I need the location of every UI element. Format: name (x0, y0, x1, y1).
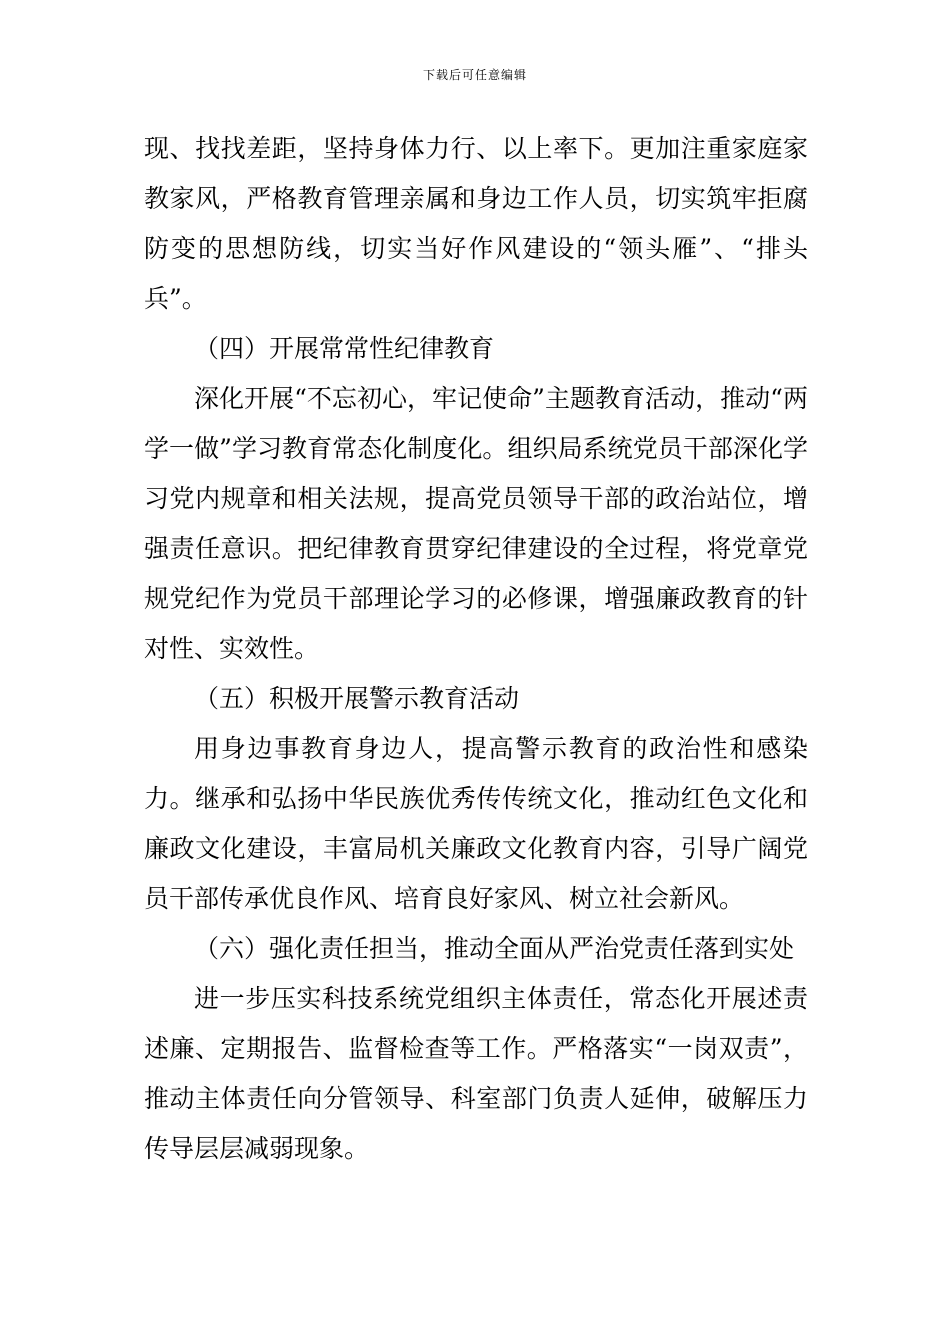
paragraph-warning-education: 用身边事教育身边人，提高警示教育的政治性和感染力。继承和弘扬中华民族优秀传传统文化，推动红色文化和廉政文化建设，丰富局机关廉政文化教育内容，引导广阔党员干部传承优良作风、培育良好家风、树立社会新风。 (144, 734, 808, 913)
paragraph-discipline-education: 深化开展“不忘初心，牢记使命”主题教育活动，推动“两学一做”学习教育常态化制度化。组织局系统党员干部深化学习党内规章和相关法规，提高党员领导干部的政治站位，增强责任意识。把纪律教育贯穿纪律建设的全过程，将党章党规党纪作为党员干部理论学习的必修课，增强廉政教育的针对性、实效性。 (144, 384, 808, 663)
document-body (144, 124, 808, 1174)
section-heading-5: （五）积极开展警示教育活动 (194, 684, 520, 713)
section-heading-4: （四）开展常常性纪律教育 (194, 334, 495, 363)
section-heading-6: （六）强化责任担当，推动全面从严治党责任落到实处 (194, 934, 795, 963)
download-note: 下载后可任意编辑 (422, 68, 527, 82)
paragraph-continuation: 现、找找差距，坚持身体力行、以上率下。更加注重家庭家教家风，严格教育管理亲属和身边工作人员，切实筑牢拒腐防变的思想防线，切实当好作风建设的“领头雁”、“排头兵”。 (144, 134, 808, 313)
paragraph-responsibility: 进一步压实科技系统党组织主体责任，常态化开展述责述廉、定期报告、监督检查等工作。严格落实“一岗双责”，推动主体责任向分管领导、科室部门负责人延伸，破解压力传导层层减弱现象。 (144, 984, 808, 1163)
